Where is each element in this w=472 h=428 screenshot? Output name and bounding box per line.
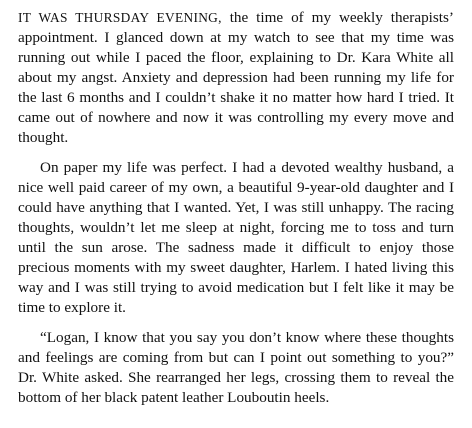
paragraph-3: “Logan, I know that you say you don’t know where these thoughts and feelings are coming from but can I point out something to you?” Dr. White asked. She rearranged her legs, crossing them to reveal the bottom of her black patent leather Louboutin heels. [18,329,454,406]
paragraph-2: On paper my life was perfect. I had a devoted wealthy husband, a nice well paid career of my own, a beautiful 9-year-old daughter and I could have anything that I wanted. Yet, I was still unhappy. The racing thoughts, wouldn’t let me sleep at night, forcing me to toss and turn until the sun arose. The sadness made it difficult to enjoy those precious moments with my sweet daughter, Harlem. I hated living this way and I was still trying to avoid medication but I felt like it may be time to explore it. [18,159,454,316]
paragraph-1-lead: IT WAS THURSDAY EVENING, [18,10,222,25]
paragraph-1-text: the time of my weekly therapists’ appointment. I glanced down at my watch to see that my time was running out while I paced the floor, explaining to Dr. Kara White all about my angst. Anxiety and depression had been running my life for the last 6 months and I couldn’t shake it no matter how hard I tried. It came out of nowhere and now it was controlling my every move and thought. [18,9,454,146]
document-page [18,8,454,418]
paragraph-1 [18,8,454,148]
